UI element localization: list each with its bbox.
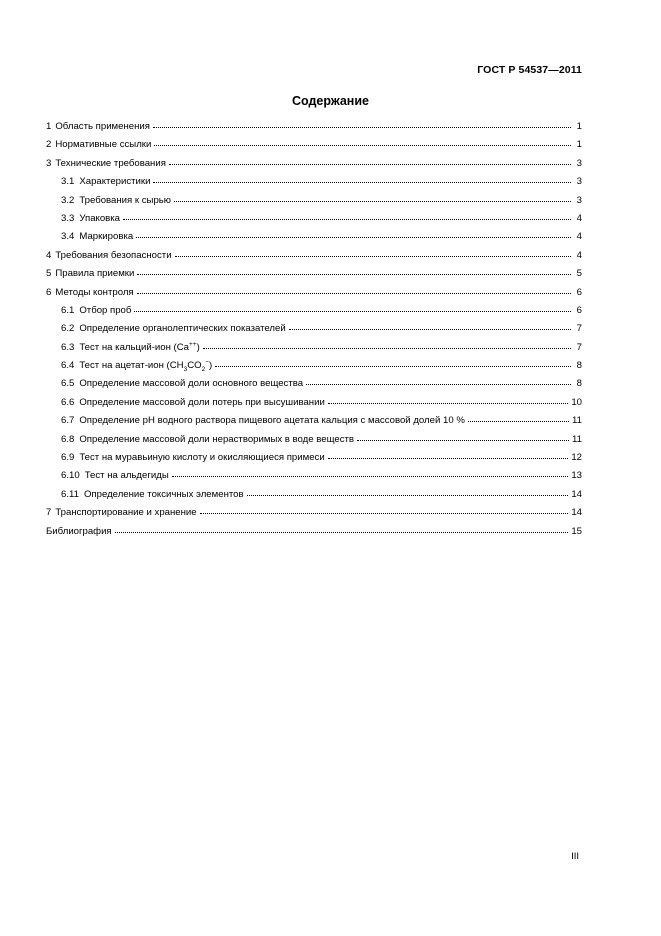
dot-leader	[215, 365, 571, 367]
toc-entry[interactable]	[46, 342, 582, 360]
toc-entry[interactable]	[46, 489, 582, 507]
toc-entry-page: 11	[572, 415, 582, 427]
toc-entry[interactable]	[46, 470, 582, 488]
toc-entry-title: Нормативные ссылки	[55, 139, 152, 151]
dot-leader	[203, 347, 571, 349]
toc-entry-page: 8	[576, 378, 582, 390]
toc-entry-page: 3	[576, 176, 582, 188]
toc-entry-page: 3	[576, 194, 582, 206]
toc-entry-number: 3.4	[61, 231, 75, 243]
toc-entry-page: 3	[576, 157, 582, 169]
toc-entry-title: Библиография	[46, 525, 112, 537]
toc-entry-page: 8	[576, 360, 582, 372]
toc-entry-number: 6.3	[61, 341, 75, 353]
toc-entry-page: 4	[576, 212, 582, 224]
toc-entry-title: Тест на муравьиную кислоту и окисляющиеся примеси	[79, 452, 325, 464]
toc-entry-number: 4	[46, 249, 52, 261]
toc-entry-page: 13	[571, 470, 582, 482]
toc-entry[interactable]	[46, 526, 582, 544]
dot-leader	[200, 512, 569, 514]
toc-entry-number: 6.2	[61, 323, 75, 335]
toc-entry-number: 6.10	[61, 470, 80, 482]
toc-entry-title: Отбор проб	[79, 304, 132, 316]
toc-entry-number: 6.11	[61, 488, 79, 500]
toc-entry-number: 7	[46, 507, 52, 519]
page-number: III	[571, 851, 579, 862]
toc-entry-number: 6	[46, 286, 52, 298]
dot-leader	[306, 383, 571, 385]
toc-entry[interactable]	[46, 139, 582, 157]
dot-leader	[169, 163, 571, 165]
toc-entry-title: Тест на ацетат-ион $(CH_3CO_2^-)$	[79, 358, 213, 373]
toc-entry-title: Характеристики	[79, 176, 151, 188]
dot-leader	[153, 126, 571, 128]
toc-entry-page: 15	[571, 525, 582, 537]
toc-entry-number: 6.7	[61, 415, 75, 427]
dot-leader	[134, 310, 571, 312]
toc-entry[interactable]	[46, 231, 582, 249]
toc-entry-number: 6.8	[61, 433, 75, 445]
toc-entry-page: 5	[576, 268, 582, 280]
dot-leader	[137, 273, 571, 275]
toc-entry-page: 4	[576, 249, 582, 261]
toc-entry-page: 6	[576, 304, 582, 316]
toc-entry-title: Определение массовой доли нерастворимых в воде веществ	[79, 433, 355, 445]
toc-entry-title: Тест на кальций-ион (Ca++)	[79, 340, 200, 353]
toc-entry-number: 6.5	[61, 378, 75, 390]
toc-entry-title: Методы контроля	[55, 286, 134, 298]
toc-entry[interactable]	[46, 360, 582, 378]
toc-entry[interactable]	[46, 397, 582, 415]
toc-entry-title: Технические требования	[55, 157, 166, 169]
toc-entry-page: 14	[571, 488, 582, 500]
dot-leader	[175, 255, 571, 257]
dot-leader	[153, 181, 571, 183]
toc-entry-number: 3	[46, 157, 52, 169]
toc-entry-title: Транспортирование и хранение	[55, 507, 197, 519]
toc-entry[interactable]	[46, 415, 582, 433]
toc-entry-page: 10	[571, 396, 582, 408]
toc-entry-page: 1	[576, 139, 582, 151]
table-of-contents	[46, 121, 582, 544]
toc-entry-number: 3.1	[61, 176, 75, 188]
toc-entry[interactable]	[46, 268, 582, 286]
dot-leader	[115, 531, 569, 533]
toc-entry-page: 14	[571, 507, 582, 519]
dot-leader	[136, 236, 571, 238]
toc-entry-page: 7	[576, 341, 582, 353]
toc-entry-number: 3.3	[61, 212, 75, 224]
toc-entry[interactable]	[46, 434, 582, 452]
dot-leader	[174, 200, 571, 202]
toc-entry-number: 6.1	[61, 304, 75, 316]
toc-entry-number: 3.2	[61, 194, 75, 206]
toc-entry[interactable]	[46, 158, 582, 176]
toc-entry-title: Тест на альдегиды	[84, 470, 169, 482]
toc-entry-number: 5	[46, 268, 52, 280]
toc-entry[interactable]	[46, 121, 582, 139]
dot-leader	[154, 144, 571, 146]
toc-entry-title: Определение pH водного раствора пищевого ацетата кальция с массовой долей 10 %	[79, 415, 465, 427]
toc-entry-number: 6.4	[61, 360, 75, 372]
toc-entry-number: 2	[46, 139, 52, 151]
dot-leader	[172, 475, 569, 477]
toc-entry[interactable]	[46, 250, 582, 268]
toc-entry[interactable]	[46, 378, 582, 396]
toc-entry-page: 1	[576, 121, 582, 132]
toc-entry-number: 6.6	[61, 396, 75, 408]
toc-entry-title: Упаковка	[79, 212, 121, 224]
toc-entry-title: Правила приемки	[55, 268, 135, 280]
toc-entry[interactable]	[46, 195, 582, 213]
toc-entry[interactable]	[46, 287, 582, 305]
dot-leader	[289, 328, 571, 330]
toc-entry-title: Определение массовой доли потерь при высушивании	[79, 396, 325, 408]
toc-entry-number: 6.9	[61, 452, 75, 464]
dot-leader	[247, 494, 569, 496]
toc-entry-title: Маркировка	[79, 231, 134, 243]
dot-leader	[123, 218, 571, 220]
dot-leader	[137, 292, 571, 294]
toc-entry[interactable]	[46, 507, 582, 525]
toc-entry-page: 11	[572, 433, 582, 445]
dot-leader	[468, 420, 569, 422]
toc-entry-page: 6	[576, 286, 582, 298]
toc-entry-page: 12	[571, 452, 582, 464]
toc-entry-title: Требования к сырью	[79, 194, 171, 206]
toc-entry[interactable]	[46, 213, 582, 231]
toc-entry-number: 1	[46, 121, 52, 132]
dot-leader	[328, 457, 569, 459]
toc-entry[interactable]	[46, 323, 582, 341]
toc-entry-page: 7	[576, 323, 582, 335]
toc-title: Содержание	[291, 94, 369, 108]
document-code: ГОСТ Р 54537—2011	[477, 64, 582, 76]
toc-entry-title: Требования безопасности	[55, 249, 172, 261]
toc-entry-title: Определение органолептических показателей	[79, 323, 286, 335]
toc-entry[interactable]	[46, 452, 582, 470]
dot-leader	[328, 402, 569, 404]
toc-entry-title: Определение токсичных элементов	[83, 488, 244, 500]
dot-leader	[357, 439, 569, 441]
toc-entry-title: Определение массовой доли основного вещества	[79, 378, 304, 390]
toc-entry-page: 4	[576, 231, 582, 243]
toc-entry-title: Область применения	[55, 121, 150, 132]
toc-entry[interactable]	[46, 305, 582, 323]
toc-entry[interactable]	[46, 176, 582, 194]
